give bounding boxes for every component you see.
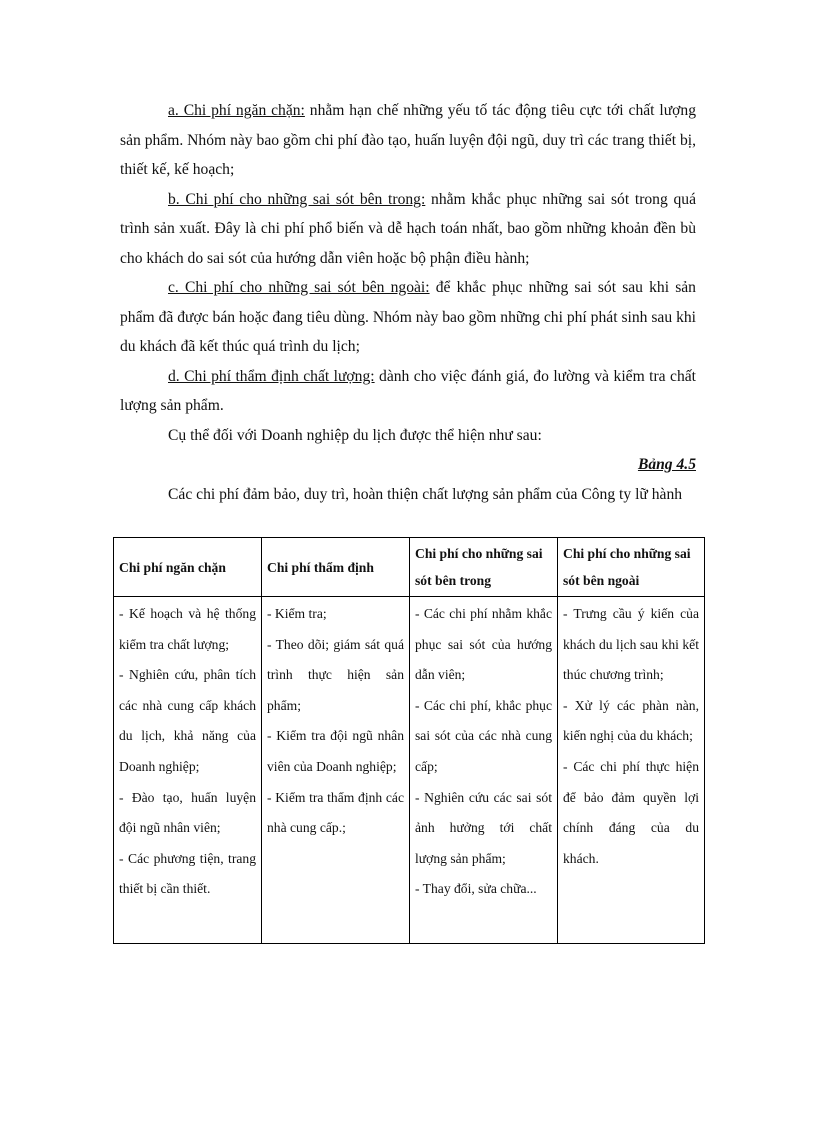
heading-a: a. Chi phí ngăn chặn: <box>168 102 305 119</box>
cell-item: - Các chi phí nhằm khắc phục sai sót của hướng dẫn viên; <box>415 606 552 683</box>
cost-table <box>113 537 705 944</box>
table-header-row <box>114 538 705 597</box>
cell-item: - Theo dõi; giám sát quá trình thực hiện sản phẩm; <box>267 636 404 713</box>
text-c: để khắc phục những sai sót sau khi sản phẩm đã được bán hoặc đang tiêu dùng. Nhóm này bao gồm những chi phí phát sinh sau khi du khách đã kết thúc quá trình du lịch; <box>120 279 696 355</box>
cell-internal-failure-text <box>415 599 552 905</box>
cell-item: - Trưng cầu ý kiến của khách du lịch sau khi kết thúc chương trình; <box>563 606 699 683</box>
cell-appraisal-text <box>267 599 404 844</box>
cell-item: - Kiểm tra đội ngũ nhân viên của Doanh nghiệp; <box>267 728 404 774</box>
cell-item: - Kế hoạch và hệ thống kiểm tra chất lượng; <box>119 606 256 652</box>
paragraph-b <box>120 185 696 274</box>
cell-internal-failure <box>410 597 558 944</box>
paragraph-c <box>120 273 696 362</box>
heading-b: b. Chi phí cho những sai sót bên trong: <box>168 190 426 208</box>
cell-item: - Các chi phí thực hiện để bảo đảm quyền lợi chính đáng của du khách. <box>563 758 699 866</box>
text-b: nhằm khắc phục những sai sót trong quá trình sản xuất. Đây là chi phí phổ biến và dễ hạch toán nhất, bao gồm những khoản đền bù cho khách do sai sót của hướng dẫn viên hoặc bộ phận điều hành; <box>120 190 697 267</box>
cell-item: - Thay đổi, sửa chữa... <box>415 881 537 897</box>
text-a: nhằm hạn chế những yếu tố tác động tiêu cực tới chất lượng sản phẩm. Nhóm này bao gồm chi phí đào tạo, huấn luyện đội ngũ, duy trì các trang thiết bị, thiết kế, kế hoạch; <box>120 102 696 178</box>
header-external-failure: Chi phí cho những sai sót bên ngoài <box>558 538 705 597</box>
heading-c: c. Chi phí cho những sai sót bên ngoài: <box>168 279 430 296</box>
header-internal-failure: Chi phí cho những sai sót bên trong <box>410 538 558 597</box>
paragraph-a <box>120 96 696 185</box>
cell-external-failure <box>558 597 705 944</box>
paragraph-intro: Cụ thể đối với Doanh nghiệp du lịch được thể hiện như sau: <box>168 426 542 444</box>
cell-item: - Kiểm tra; <box>267 606 327 621</box>
cell-item: - Kiểm tra thẩm định các nhà cung cấp.; <box>267 789 404 836</box>
text-d: dành cho việc đánh giá, đo lường và kiểm tra chất lượng sản phẩm. <box>120 367 697 414</box>
cell-item: - Đào tạo, huấn luyện đội ngũ nhân viên; <box>119 789 256 836</box>
cell-item: - Các chi phí, khắc phục sai sót của các nhà cung cấp; <box>415 697 552 774</box>
cell-item: - Nghiên cứu các sai sót ảnh hưởng tới chất lượng sản phẩm; <box>415 789 552 866</box>
table-label: Bảng 4.5 <box>637 456 696 473</box>
table-row <box>114 597 705 944</box>
cell-appraisal <box>262 597 410 944</box>
table-caption: Các chi phí đảm bảo, duy trì, hoàn thiện chất lượng sản phẩm của Công ty lữ hành <box>168 485 683 503</box>
cell-external-failure-text <box>563 599 699 874</box>
header-appraisal: Chi phí thẩm định <box>262 538 410 597</box>
document-body <box>120 96 696 509</box>
cell-item: - Các phương tiện, trang thiết bị cần thiết. <box>119 850 256 897</box>
cell-prevention <box>114 597 262 944</box>
cell-prevention-text <box>119 599 256 905</box>
cell-item: - Xử lý các phàn nàn, kiến nghị của du khách; <box>563 697 699 744</box>
cell-item: - Nghiên cứu, phân tích các nhà cung cấp khách du lịch, khả năng của Doanh nghiệp; <box>119 667 256 774</box>
heading-d: d. Chi phí thẩm định chất lượng: <box>168 367 375 385</box>
paragraph-d <box>120 362 696 421</box>
header-prevention: Chi phí ngăn chặn <box>114 538 262 597</box>
